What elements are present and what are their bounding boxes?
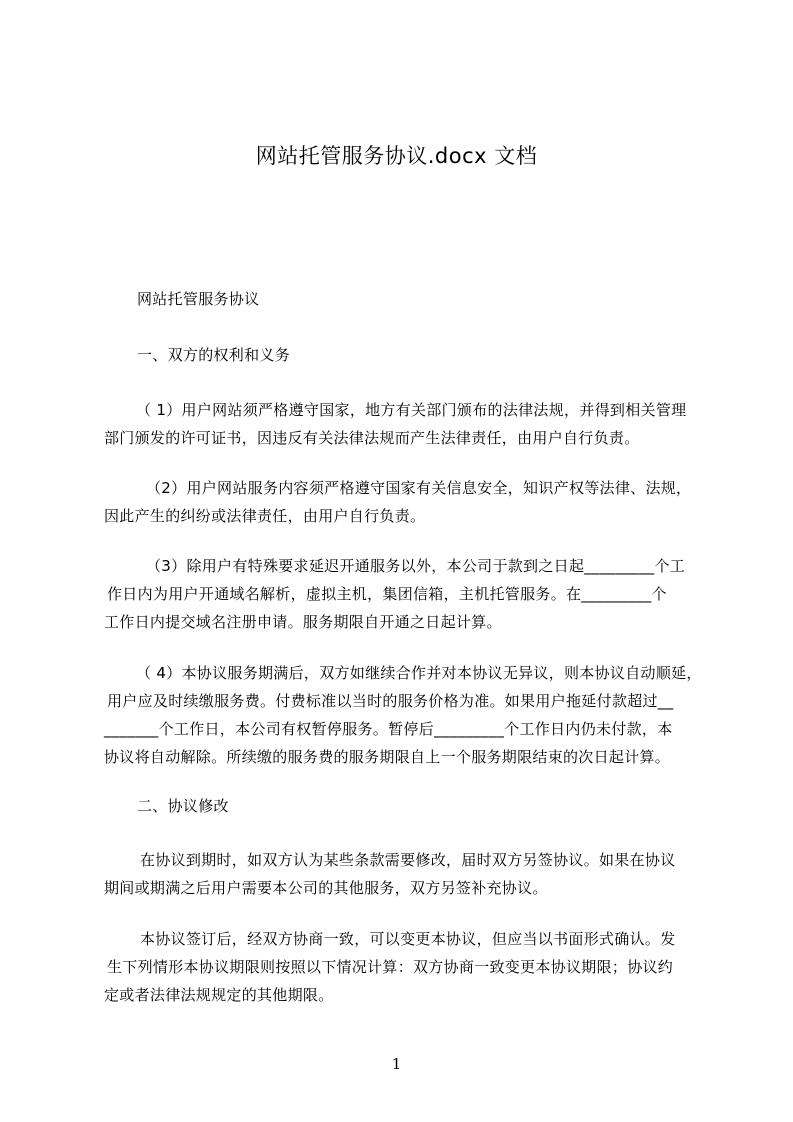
document-subtitle [137,285,737,313]
section-heading-rights [137,341,737,369]
paragraph-line: 作日内为用户开通域名解析，虚拟主机，集团信箱，主机托管服务。在_________个 [107,585,667,603]
paragraph-line: （3）除用户有特殊要求延迟开通服务以外，本公司于款到之日起_________个工 [146,557,686,575]
paragraph-line: 因此产生的纠纷或法律责任，由用户自行负责。 [104,507,426,525]
subtitle-text: 网站托管服务协议 [137,290,260,308]
paragraph-line: 协议将自动解除。所续缴的服务费的服务期限自上一个服务期限结束的次日起计算。 [104,748,671,766]
page-number: 1 [391,1055,402,1073]
paragraph-line: （ 4）本协议服务期满后，双方如继续合作并对本协议无异议，则本协议自动顺延， [136,664,702,682]
section-heading-modification [137,792,737,820]
paragraph-6 [104,925,704,1009]
paragraph-1 [104,396,704,452]
paragraph-line: 工作日内提交域名注册申请。服务期限自开通之日起计算。 [104,613,502,631]
paragraph-line: 在协议到期时，如双方认为某些条款需要修改，届时双方另签协议。如果在协议 [140,851,676,869]
paragraph-line: 期间或期满之后用户需要本公司的其他服务，双方另签补充协议。 [104,879,548,897]
section2-heading-text: 二、协议修改 [137,797,229,815]
paragraph-3 [104,552,704,636]
paragraph-line: （2）用户网站服务内容须严格遵守国家有关信息安全，知识产权等法律、法规， [146,479,692,497]
paragraph-line: 生下列情形本协议期限则按照以下情况计算：双方协商一致变更本协议期限；协议约 [107,958,674,976]
paragraph-5 [104,846,704,902]
paragraph-line: （ 1）用户网站须严格遵守国家，地方有关部门颁布的法律法规，并得到相关管理 [136,401,687,419]
section1-heading-text: 一、双方的权利和义务 [137,346,291,364]
paragraph-line: 本协议签订后，经双方协商一致，可以变更本协议，但应当以书面形式确认。发 [140,930,676,948]
paragraph-line: _______个工作日，本公司有权暂停服务。暂停后_________个工作日内仍未付款，本 [104,720,673,738]
paragraph-2 [104,474,704,530]
paragraph-line: 用户应及时续缴服务费。付费标准以当时的服务价格为准。如果用户拖延付款超过__ [107,692,674,710]
document-title: 网站托管服务协议.docx 文档 [255,144,538,168]
paragraph-4 [104,659,724,771]
paragraph-line: 部门颁发的许可证书，因违反有关法律法规而产生法律责任，由用户自行负责。 [104,429,640,447]
paragraph-line: 定或者法律法规规定的其他期限。 [104,986,334,1004]
